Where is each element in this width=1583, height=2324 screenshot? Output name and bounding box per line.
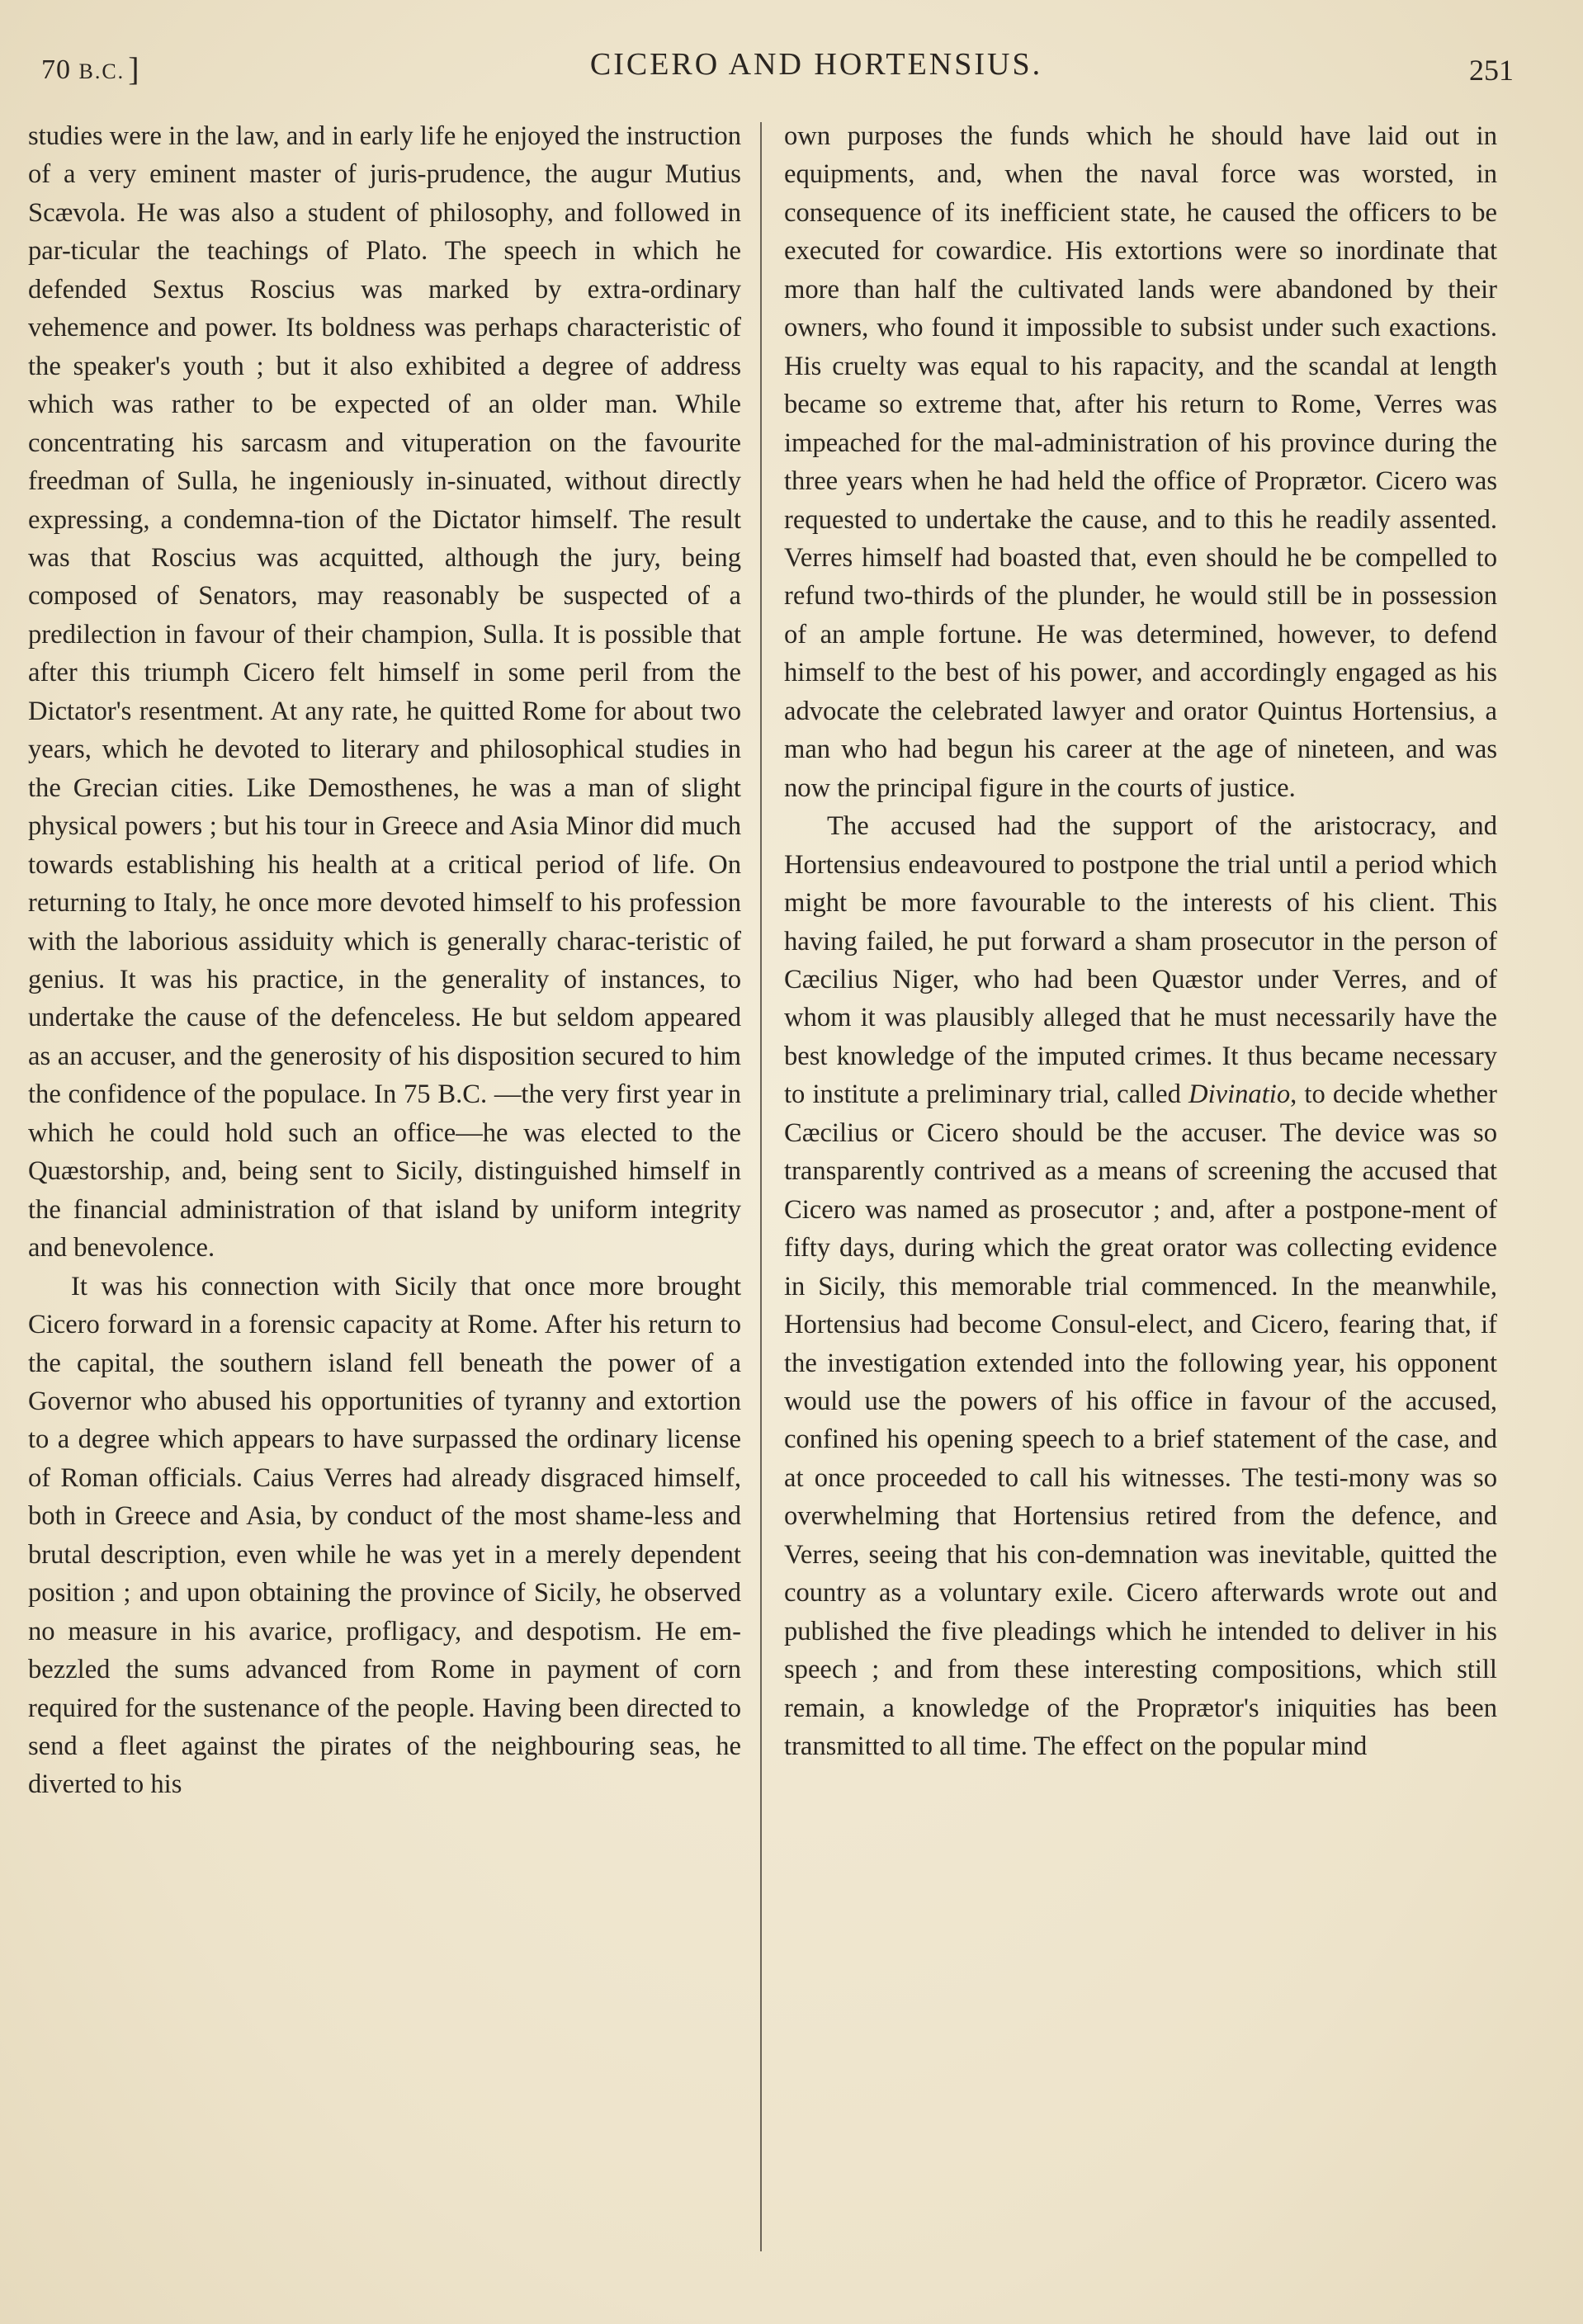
running-head-title: CICERO AND HORTENSIUS. [589,47,1043,82]
year: 70 [41,54,71,85]
bracket: ] [128,50,140,87]
running-head [41,41,1542,91]
paragraph: own purposes the funds which he should have laid out in equipments, and, when the naval force was worsted, in consequence of its inefficient state, he caused the officers to be executed for cowardice. His extortions were so inordinate that more than half the cultivated lands were abandoned by their owners, who found it impossible to subsist under such exactions. His cruelty was equal to his rapacity, and the scandal at length became so extreme that, after his return to Rome, Verres was impeached for the mal-administration of his province during the three years when he had held the office of Proprætor. Cicero was requested to undertake the cause, and to this he readily assented. Verres himself had boasted that, even should he be compelled to refund two-thirds of the plunder, he would still be in possession of an ample fortune. He was determined, however, to defend himself to the best of his power, and accordingly engaged as his advocate the celebrated lawyer and orator Quintus Hortensius, a man who had begun his career at the age of nineteen, and was now the principal figure in the courts of justice. [784,121,1497,803]
right-column [784,117,1497,1765]
left-column [28,117,741,1804]
italic-term: Divinatio [1188,1079,1291,1110]
paragraph-text: , to decide whether Cæcilius or Cicero should be the accuser. The device was so transparently contrived as a means of screening the accused that Cicero was named as prosecutor ; and, after a postpone-ment of fifty days, during which the great orator was collecting evidence in Sicily, this memorable trial commenced. In the meanwhile, Hortensius had become Consul-elect, and Cicero, fearing that, if the investigation extended into the following year, his opponent would use the powers of his office in favour of the accused, confined his opening speech to a brief statement of the case, and at once proceeded to call his witnesses. The testi-mony was so overwhelming that Hortensius retired from the defence, and Verres, seeing that his con-demnation was inevitable, quitted the country as a voluntary exile. Cicero afterwards wrote out and published the five pleadings which he intended to deliver in his speech ; and from these interesting compositions, which still remain, a knowledge of the Proprætor's iniquities has been transmitted to all time. The effect on the popular mind [784,1079,1497,1762]
era: B.C. [78,59,125,83]
page-number: 251 [1469,54,1514,87]
paragraph: It was his connection with Sicily that once more brought Cicero forward in a forensic capacity at Rome. After his return to the capital, the southern island fell beneath the power of a Governor who abused his opportunities of tyranny and extortion to a degree which appears to have surpassed the ordinary license of Roman officials. Caius Verres had already disgraced himself, both in Greece and Asia, by conduct of the most shame-less and brutal description, even while he was yet in a merely dependent position ; and upon obtaining the province of Sicily, he observed no measure in his avarice, profligacy, and despotism. He em-bezzled the sums advanced from Rome in payment of corn required for the sustenance of the people. Having been directed to send a fleet against the pirates of the neighbouring seas, he diverted to his [28,1271,741,1800]
paragraph [784,807,1497,1765]
column-divider [760,122,762,2251]
paragraph-text: The accused had the support of the aristocracy, and Hortensius endeavoured to postpone the trial until a period which might be more favourable to the interests of his client. This having failed, he put forward a sham prosecutor in the person of Cæcilius Niger, who had been Quæstor under Verres, and of whom it was plausibly alleged that he must necessarily have the best knowledge of the imputed crimes. It thus became necessary to institute a preliminary trial, called [784,811,1497,1110]
paragraph: studies were in the law, and in early life he enjoyed the instruction of a very eminent master of juris-prudence, the augur Mutius Scævola. He was also a student of philosophy, and followed in par-ticular the teachings of Plato. The speech in which he defended Sextus Roscius was marked by extra-ordinary vehemence and power. Its boldness was perhaps characteristic of the speaker's youth ; but it also exhibited a degree of address which was rather to be expected of an older man. While concentrating his sarcasm and vituperation on the favourite freedman of Sulla, he ingeniously in-sinuated, without directly expressing, a condemna-tion of the Dictator himself. The result was that Roscius was acquitted, although the jury, being composed of Senators, may reasonably be suspected of a predilection in favour of their champion, Sulla. It is possible that after this triumph Cicero felt himself in some peril from the Dictator's resentment. At any rate, he quitted Rome for about two years, which he devoted to literary and philosophical studies in the Grecian cities. Like Demosthenes, he was a man of slight physical powers ; but his tour in Greece and Asia Minor did much towards establishing his health at a critical period of life. On returning to Italy, he once more devoted himself to his profession with the laborious assiduity which is generally charac-teristic of genius. It was his practice, in the generality of instances, to undertake the cause of the defenceless. He but seldom appeared as an accuser, and the generosity of his disposition secured to him the confidence of the populace. In 75 B.C. —the very first year in which he could hold such an office—he was elected to the Quæstorship, and, being sent to Sicily, distinguished himself in the financial administration of that island by uniform integrity and benevolence. [28,121,741,1264]
